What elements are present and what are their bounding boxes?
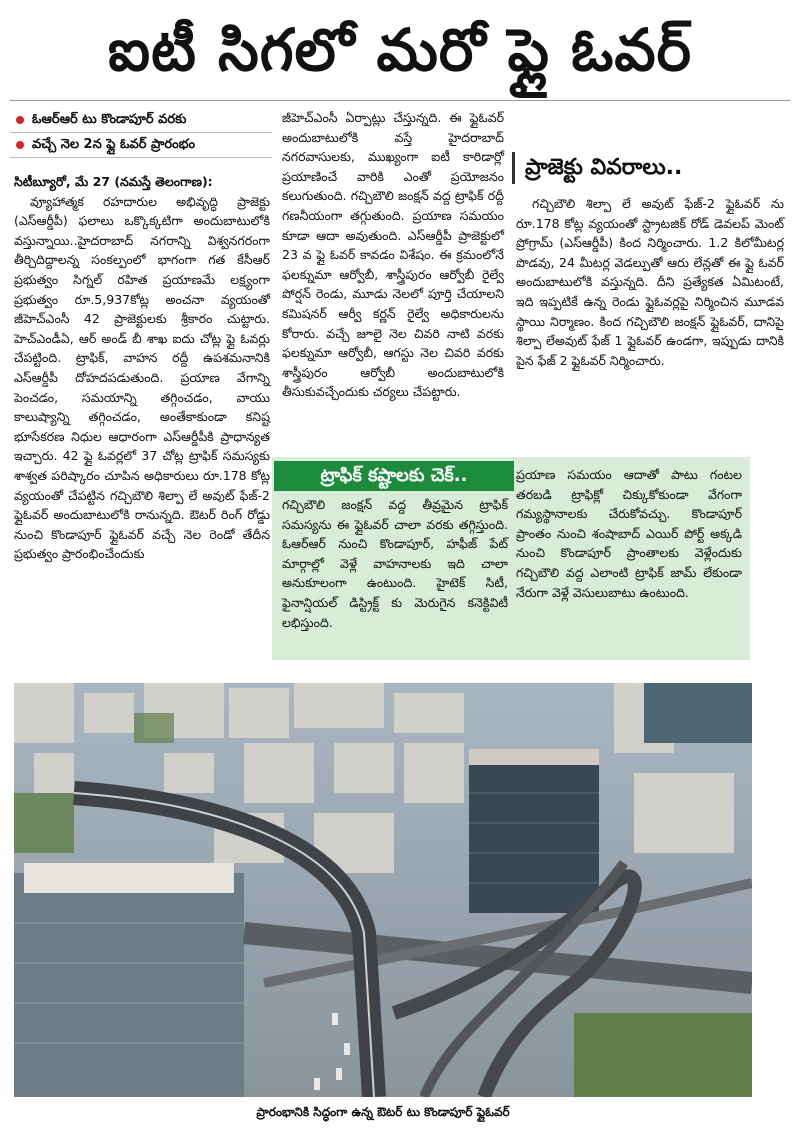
article-column-2 <box>282 108 504 402</box>
bullet-dot-icon <box>16 141 24 149</box>
bullet-dot-icon <box>16 116 24 124</box>
headline-rule <box>10 100 790 101</box>
column-2-text: జీహెచ్ఎంసీ ఏర్పాట్లు చేస్తున్నది. ఈ ఫ్లైఓవర్ అందుబాటులోకి వస్తే హైదరాబాద్ నగరవాసులకు, ముఖ్యంగా ఐటీ కారిడార్లో ప్రయాణించే వారికి ఎంతో ప్రయోజనం కలుగుతుంది. గచ్చిబౌలి జంక్షన్ వద్ద ట్రాఫిక్ రద్దీ గణనీయంగా తగ్గుతుంది. ప్రయాణ సమయం కూడా ఆదా అవుతుంది. ఎస్ఆర్డీపీ ప్రాజెక్టులో 23 వ ఫ్లై ఓవర్ కావడం విశేషం. ఈ క్రమంలోనే ఫలక్నుమా ఆర్వోబీ, శాస్త్రీపురం ఆర్వోబీ రైల్వే పోర్షన్ రెండు, మూడు నెలలో పూర్తి చేయాలని కమిషనర్ ఆర్వీ కర్ణన్ రైల్వే అధికారులను కోరారు. వచ్చే జూలై నెల చివరి నాటి వరకు ఫలక్నుమా ఆర్వోబీ, ఆగస్టు నెల చివరి వరకు శాస్త్రీపురం ఆర్వోబీ అందుబాటులోకి తీసుకువచ్చేందుకు చర్యలు చేపట్టారు. <box>282 110 504 400</box>
dateline: సిటీబ్యూరో, మే 27 (నమస్తే తెలంగాణ): <box>14 174 213 189</box>
highlight-item <box>10 108 272 133</box>
highlight-item <box>10 133 272 158</box>
project-details-text: గచ్చిబౌలి శిల్పా లే అవుట్ ఫేజ్-2 ఫ్లైఓవర్ ను రూ.178 కోట్ల వ్యయంతో స్ట్రాటజిక్ రోడ్ డెవలప్ మెంట్ ప్రోగ్రామ్ (ఎస్ఆర్డీపీ) కింద నిర్మించారు. 1.2 కిలోమీటర్ల పొడవు, 24 మీటర్ల వెడల్పుతో ఆరు లేన్లతో ఈ ఫ్లై ఓవర్ అందుబాటులోకి వస్తున్నది. దీని ప్రత్యేకత ఏమిటంటే, ఇది ఇప్పటికే ఉన్న రెండు ఫ్లైఓవర్లపై నిర్మించిన మూడవ స్థాయి నిర్మాణం. కింద గచ్చిబౌలి జంక్షన్ ఫ్లైఓవర్, దానిపై శిల్పా లేఅవుట్ ఫేజ్ 1 ఫ్లైఓవర్ ఉండగా, ఇప్పుడు దానికి పైన ఫేజ్ 2 ఫ్లైఓవర్ నిర్మించారు. <box>516 196 784 368</box>
traffic-relief-left-text: గచ్చిబౌలి జంక్షన్ వద్ద తీవ్రమైన ట్రాఫిక్ సమస్యను ఈ ఫ్లైఓవర్ చాలా వరకు తగ్గిస్తుంది. ఓఆర్ఆర్ నుంచి కొండాపూర్, హఫీజ్ పేట్ మార్గాల్లో వెళ్లే వాహనాలకు ఇది చాలా అనుకూలంగా ఉంటుంది. హైటెక్ సిటీ, ఫైనాన్షియల్ డిస్ట్రిక్ట్ కు మెరుగైన కనెక్టివిటీ లభిస్తుంది. <box>282 497 508 630</box>
headline: ఐటీ సిగలో మరో ఫ్లై ఓవర్ <box>107 16 693 84</box>
photo-caption: ప్రారంభానికి సిద్ధంగా ఉన్న ఔటర్ టు కొండాపూర్ ఫ్లైఓవర్ <box>256 1105 510 1119</box>
highlights-list <box>10 108 272 158</box>
highlight-text: ఓఆర్ఆర్ టు కొండాపూర్ వరకు <box>32 112 187 127</box>
highlight-text: వచ్చే నెల 2న ఫ్లై ఓవర్ ప్రారంభం <box>32 137 196 152</box>
traffic-relief-right-text: ప్రయాణ సమయం ఆదాతో పాటు గంటల తరబడి ట్రాఫిక్లో చిక్కుకోకుండా వేగంగా గమ్యస్థానాలకు చేరుకోవచ్చు. కొండాపూర్ ప్రాంతం నుంచి శంషాబాద్ ఎయిర్ పోర్ట్ అక్కడి నుంచి కొండాపూర్ ప్రాంతాలకు వెళ్లేందుకు గచ్చిబౌలి వద్ద ఎలాంటి ట్రాఫిక్ జామ్ లేకుండా నేరుగా వెళ్లే వెసులుబాటు ఉంటుంది. <box>516 467 742 600</box>
project-details-title: ప్రాజెక్టు వివరాలు.. <box>512 152 795 184</box>
project-details-box <box>516 194 784 370</box>
article-column-1 <box>14 172 270 564</box>
flyover-photo-illustration <box>14 683 752 1097</box>
traffic-relief-title: ట్రాఫిక్ కష్టాలకు చెక్.. <box>274 461 514 491</box>
flyover-aerial-photo <box>14 683 752 1097</box>
column-1-text: వ్యూహాత్మక రహదారుల అభివృద్ధి ప్రాజెక్టు (ఎస్ఆర్డీపీ) ఫలాలు ఒక్కొక్కటిగా అందుబాటులోకి వస్తున్నాయి..హైదరాబాద్ నగరాన్ని విశ్వనగరంగా తీర్చిదిద్దాలన్న సంకల్పంలో భాగంగా గత కేసీఆర్ ప్రభుత్వం సిగ్నల్ రహిత ప్రయాణమే లక్ష్యంగా ప్రభుత్వం రూ.5,937కోట్ల అంచనా వ్యయంతో జీహెచ్ఎంసీ 42 ప్రాజెక్టులకు శ్రీకారం చుట్టారు. హెచ్ఎండీఏ, ఆర్ అండ్ బీ శాఖ ఐదు చోట్ల ఫ్లై ఓవర్లు చేపట్టింది. ట్రాఫిక్, వాహన రద్దీ ఉపశమనానికి ఎస్ఆర్డీపీ దోహదపడుతుంది. ప్రయాణ వేగాన్ని పెంచడం, సమయాన్ని తగ్గించడం, వాయు కాలుష్యాన్ని తగ్గించడం, అంతేకాకుండా కనిష్ట భూసేకరణ నిధుల ఆధారంగా ఎస్ఆర్డీపీకి ప్రాధాన్యత ఇచ్చారు. 42 ఫ్లై ఓవర్లలో 37 చోట్ల ట్రాఫిక్ సమస్యకు శాశ్వత పరిష్కారం చూపిన అధికారులు రూ.178 కోట్ల వ్యయంతో చేపట్టిన గచ్చిబౌలి శిల్పా లే అవుట్ ఫేజ్-2 ఫ్లైఓవర్ అందుబాటులోకి రానున్నది. ఔటర్ రింగ్ రోడ్డు నుంచి కొండాపూర్ ఫ్లైఓవర్ వచ్చే నెల రెండో తేదీన ప్రభుత్వం ప్రారంభించేందుకు <box>14 193 270 562</box>
traffic-relief-panel <box>272 457 750 660</box>
